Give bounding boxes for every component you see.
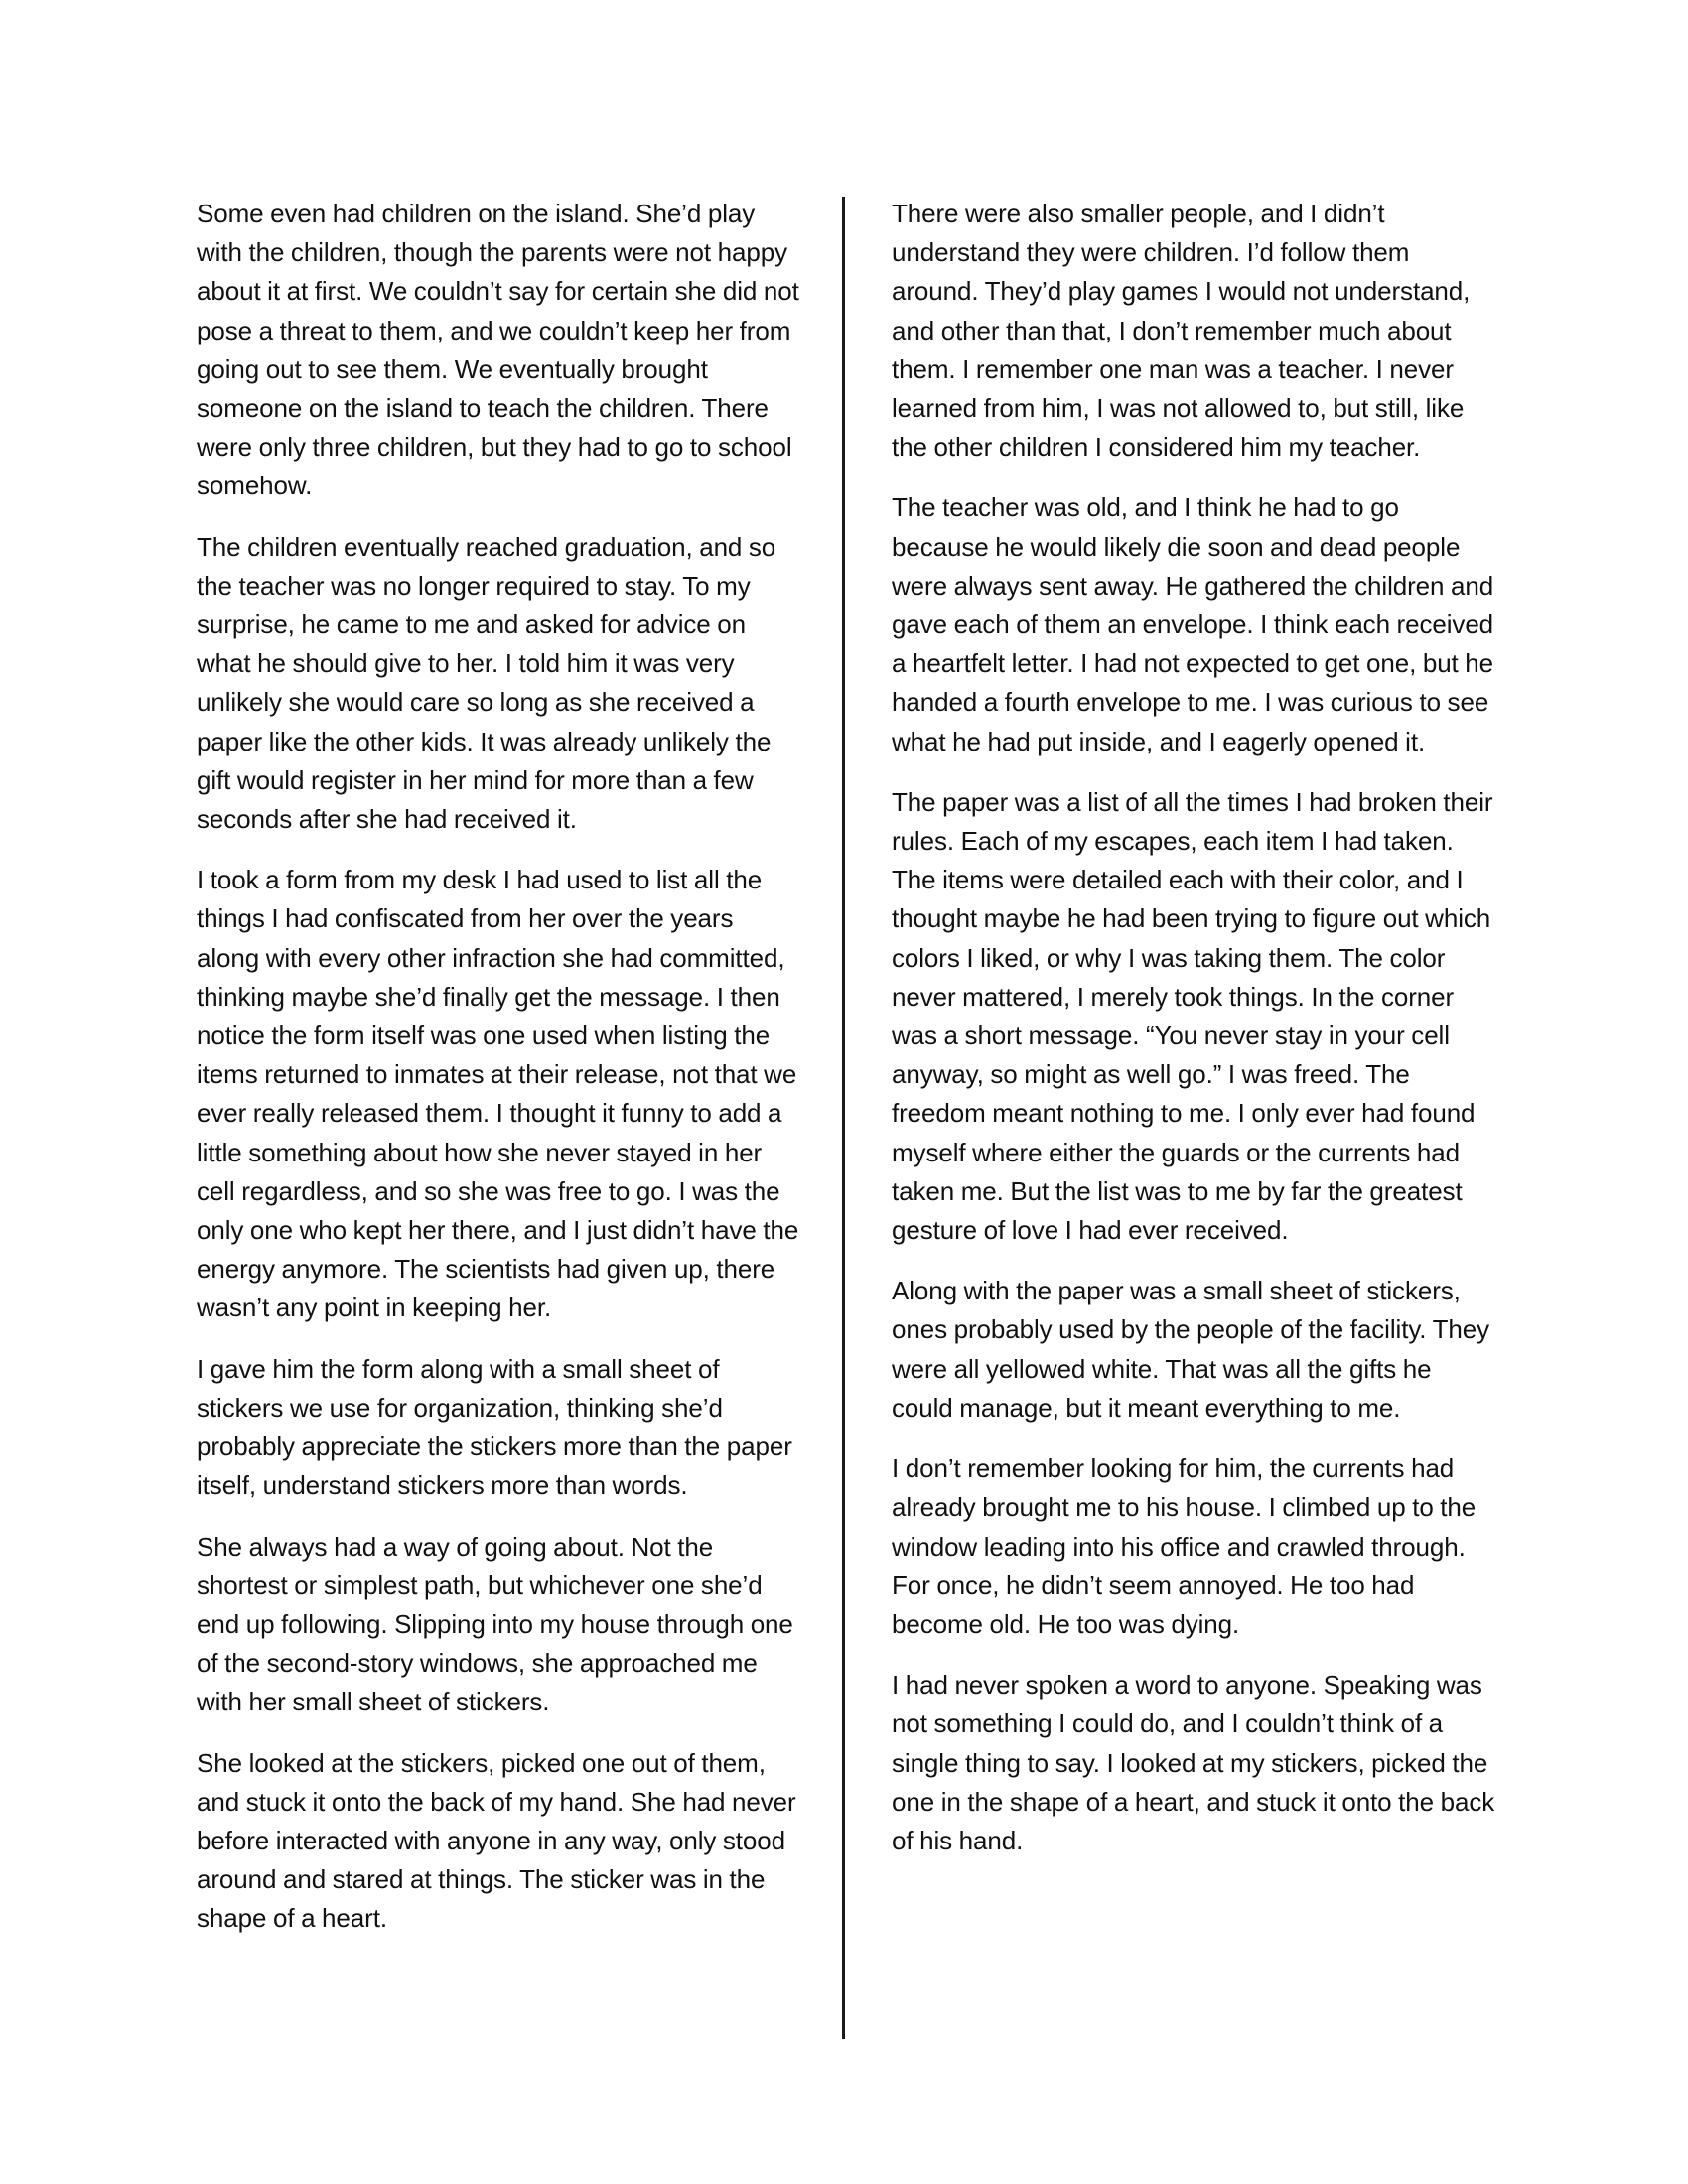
left-paragraph-6: She looked at the stickers, picked one out of them, and stuck it onto the back of my hand. She had never before interacted with anyone in any way, only stood around and stared at things. The sticker was in the shape of a heart. xyxy=(197,1747,796,1934)
right-paragraph-6: I had never spoken a word to anyone. Speaking was not something I could do, and I couldn’t think of a single thing to say. I looked at my stickers, picked the one in the shape of a heart, and stuck it onto the back of his hand. xyxy=(892,1670,1495,1855)
left-column xyxy=(197,195,802,1961)
left-paragraph-4: I gave him the form along with a small sheet of stickers we use for organization, thinking she’d probably appreciate the stickers more than the paper itself, understand stickers more than words. xyxy=(197,1353,792,1501)
left-paragraph-5: She always had a way of going about. Not the shortest or simplest path, but whichever one she’d end up following. Slipping into my house through one of the second-story windows, she approached me with her small sheet of stickers. xyxy=(197,1531,793,1717)
right-column xyxy=(892,195,1497,1882)
right-paragraph-5: I don’t remember looking for him, the currents had already brought me to his house. I climbed up to the window leading into his office and crawled through. For once, he didn’t seem annoyed. He too had become old. He too was dying. xyxy=(892,1453,1477,1639)
left-paragraph-3: I took a form from my desk I had used to list all the things I had confiscated from her over the years along with every other infraction she had committed, thinking maybe she’d finally get the message. I then notice the form itself was one used when listing the items returned to inmates at their release, not that we ever really released them. I thought it funny to add a little something about how she never stayed in her cell regardless, and so she was free to go. I was the only one who kept her there, and I just didn’t have the energy anymore. The scientists had given up, there wasn’t any point in keeping her. xyxy=(197,865,799,1323)
right-paragraph-1: There were also smaller people, and I didn’t understand they were children. I’d follow them around. They’d play games I would not understand, and other than that, I don’t remember much about them. I remember one man was a teacher. I never learned from him, I was not allowed to, but still, like the other children I considered him my teacher. xyxy=(892,199,1471,463)
right-paragraph-4: Along with the paper was a small sheet of stickers, ones probably used by the people of the facility. They were all yellowed white. That was all the gifts he could manage, but it meant everything to me. xyxy=(892,1276,1489,1423)
left-paragraph-2: The children eventually reached graduation, and so the teacher was no longer required to stay. To my surprise, he came to me and asked for advice on what he should give to her. I told him it was very unlikely she would care so long as she received a paper like the other kids. It was already unlikely the gift would register in her mind for more than a few seconds after she had received it. xyxy=(197,531,776,835)
right-paragraph-2: The teacher was old, and I think he had to go because he would likely die soon and dead people were always sent away. He gathered the children and gave each of them an envelope. I think each received a heartfelt letter. I had not expected to get one, but he handed a fourth envelope to me. I was curious to see what he had put inside, and I eagerly opened it. xyxy=(892,492,1494,756)
left-paragraph-1: Some even had children on the island. She’d play with the children, though the parents were not happy about it at first. We couldn’t say for certain she did not pose a threat to them, and we couldn’t keep her from going out to see them. We eventually brought someone on the island to teach the children. There were only three children, but they had to go to school somehow. xyxy=(197,199,799,501)
column-divider xyxy=(842,197,845,2039)
right-paragraph-3: The paper was a list of all the times I had broken their rules. Each of my escapes, each item I had taken. The items were detailed each with their color, and I thought maybe he had been trying to figure out which colors I liked, or why I was taking them. The color never mattered, I merely took things. In the corner was a short message. “You never stay in your cell anyway, so might as well go.” I was freed. The freedom meant nothing to me. I only ever had found myself where either the guards or the currents had taken me. But the list was to me by far the greatest gesture of love I had ever received. xyxy=(892,786,1493,1246)
